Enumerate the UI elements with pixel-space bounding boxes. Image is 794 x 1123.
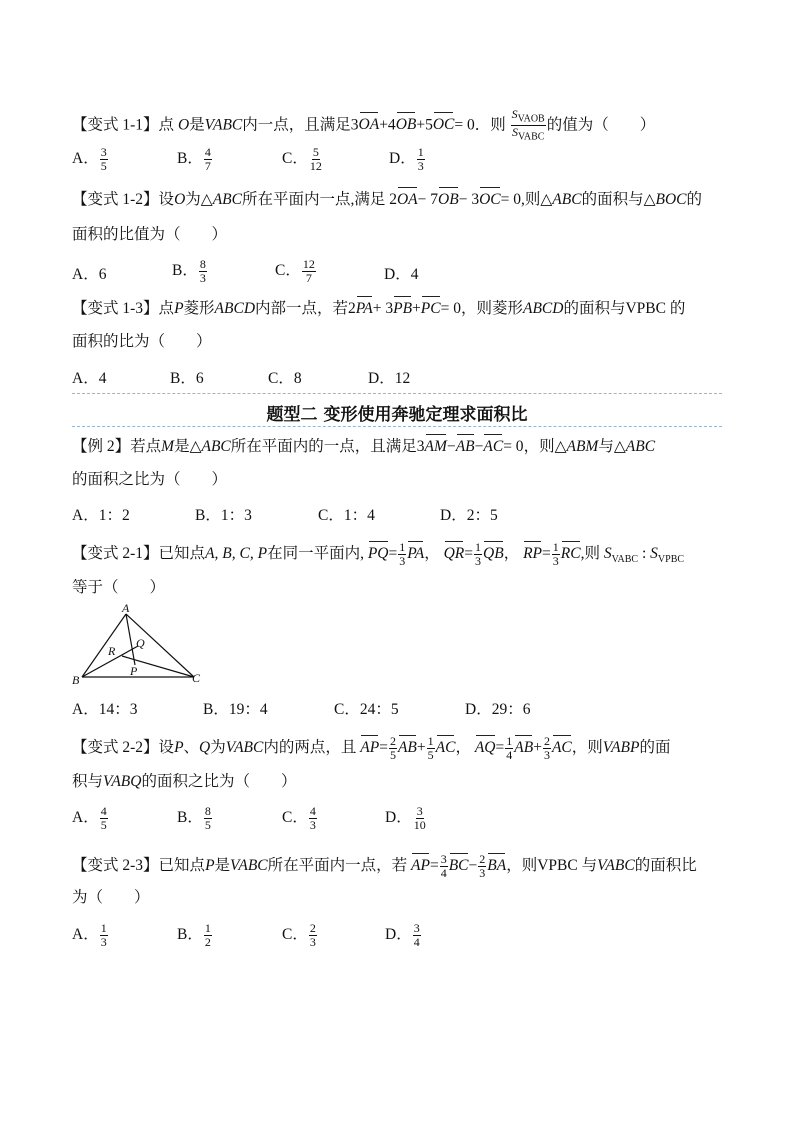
problem-2-1-line1: 【变式 2-1】已知点A, B, C, P在同一平面内, PQ= $\frac{1}{3}$ PA， QR= $\frac{1}{3}$ QB， RP= $\frac{1}{3}$ RC,则 $S_{VABC}$ : $S_{VPBC}$	[72, 540, 685, 568]
option-d: D．12	[368, 370, 411, 387]
triangle-figure	[70, 600, 210, 690]
section-divider-bottom	[72, 426, 722, 427]
option-a: A．4	[72, 370, 107, 387]
option-c: C． $\frac{12}{7}$	[275, 257, 315, 285]
option-c: C． $\frac{5}{12}$	[282, 145, 322, 173]
option-c: C． $\frac{4}{3}$	[282, 804, 316, 832]
problem-2-3-line2: 为（ ）	[72, 889, 150, 906]
option-c: C．1：4	[318, 507, 375, 524]
example-2-line2: 的面积之比为（ ）	[72, 471, 228, 488]
option-a: A．14：3	[72, 701, 138, 718]
option-b: B． $\frac{8}{3}$	[172, 257, 206, 285]
option-a: A． $\frac{1}{3}$	[72, 921, 107, 949]
option-b: B． $\frac{8}{5}$	[177, 804, 211, 832]
section-title: 题型二 变形使用奔驰定理求面积比	[266, 405, 528, 425]
label-r: R	[108, 644, 116, 658]
label-b: B	[72, 673, 80, 687]
option-d: D． $\frac{3}{10}$	[385, 804, 426, 832]
problem-1-1-line1: 【变式 1-1】点 O是VABC内一点，且满足3OA+4OB+5OC= 0．则 $\frac{S_{VAOB}}{S_{VABC}}$ 的值为（ ）	[72, 107, 656, 143]
option-d: D．29：6	[465, 701, 531, 718]
option-a: A．1：2	[72, 507, 130, 524]
label-q: Q	[136, 636, 145, 650]
option-b: B． $\frac{1}{2}$	[177, 921, 211, 949]
label-a: A	[122, 601, 130, 615]
problem-2-3-line1: 【变式 2-3】已知点P是VABC所在平面内一点，若 AP= $\frac{3}{4}$ BC− $\frac{2}{3}$ BA，则VPBC 与VABC的面积比	[72, 852, 697, 880]
option-b: B．1：3	[195, 507, 252, 524]
option-c: C．8	[268, 370, 302, 387]
example-2-line1: 【例 2】若点M是△ABC所在平面内的一点，且满足3AM−AB−AC= 0，则△ABM与△ABC	[72, 438, 656, 455]
option-d: D．4	[384, 266, 419, 283]
option-a: A．6	[72, 266, 107, 283]
option-d: D．2：5	[440, 507, 498, 524]
option-c: C．24：5	[334, 701, 399, 718]
label-p: P	[130, 664, 138, 678]
problem-2-2-line2: 积与VABQ的面积之比为（ ）	[72, 773, 297, 790]
problem-1-3-line2: 面积的比为（ ）	[72, 333, 212, 350]
option-c: C． $\frac{2}{3}$	[282, 921, 316, 949]
problem-1-3-line1: 【变式 1-3】点P菱形ABCD内部一点，若2PA+ 3PB+PC= 0，则菱形ABCD的面积与VPBC 的	[72, 300, 686, 317]
problem-2-2-line1: 【变式 2-2】设P、Q为VABC内的两点，且 AP= $\frac{2}{5}$ AB+ $\frac{1}{5}$ AC， AQ= $\frac{1}{4}$ AB+ $\frac{2}{3}$ AC，则VABP的面	[72, 734, 671, 762]
section-divider-top	[72, 393, 722, 394]
option-a: A． $\frac{3}{5}$	[72, 145, 107, 173]
option-d: D． $\frac{3}{4}$	[385, 921, 420, 949]
option-b: B．19：4	[203, 701, 268, 718]
side-ab	[82, 614, 126, 677]
option-a: A． $\frac{4}{5}$	[72, 804, 107, 832]
area-ratio-fraction: $\frac{S_{VAOB}}{S_{VABC}}$	[511, 107, 545, 143]
problem-1-2-line2: 面积的比值为（ ）	[72, 226, 228, 243]
option-b: B． $\frac{4}{7}$	[177, 145, 211, 173]
problem-1-2-line1: 【变式 1-2】设O为△ABC所在平面内一点,满足 2OA− 7OB− 3OC= 0,则△ABC的面积与△BOC的	[72, 191, 703, 208]
option-d: D． $\frac{1}{3}$	[389, 145, 424, 173]
problem-2-1-line2: 等于（ ）	[72, 579, 166, 596]
option-b: B．6	[170, 370, 204, 387]
label-c: C	[192, 671, 201, 685]
